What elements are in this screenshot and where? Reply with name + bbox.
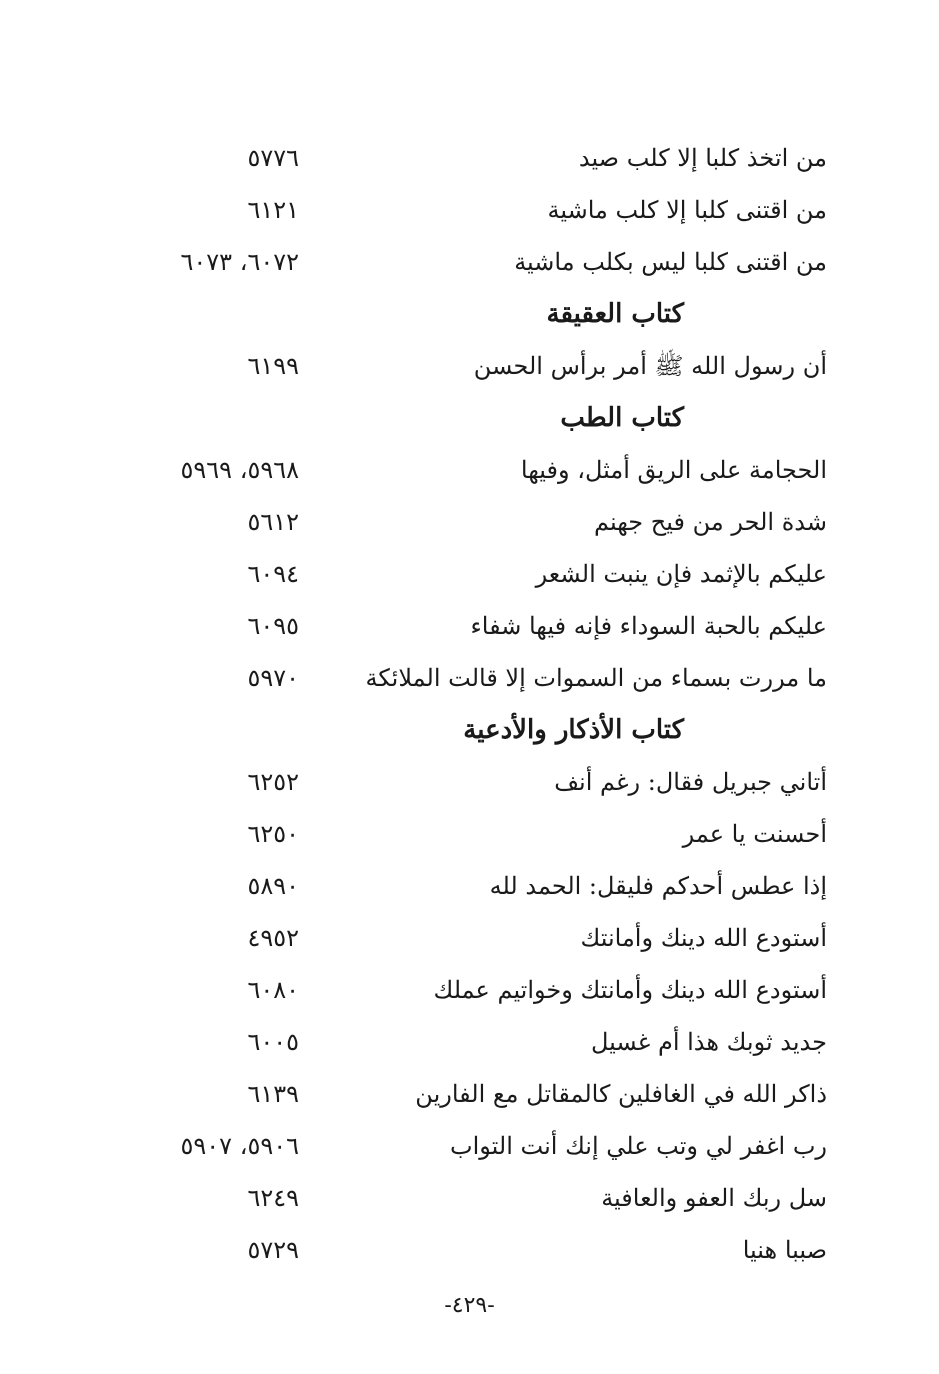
hadith-numbers: ٦٠٨٠ bbox=[247, 976, 299, 1004]
hadith-numbers: ٥٨٩٠ bbox=[247, 872, 299, 900]
hadith-text: عليكم بالإثمد فإن ينبت الشعر bbox=[535, 560, 827, 588]
list-item bbox=[0, 912, 939, 964]
hadith-numbers: ٦٢٥٠ bbox=[247, 820, 299, 848]
hadith-text: عليكم بالحبة السوداء فإنه فيها شفاء bbox=[470, 612, 827, 640]
hadith-text: من اقتنى كلبا ليس بكلب ماشية bbox=[514, 248, 827, 276]
section-title: كتاب الطب bbox=[560, 403, 684, 433]
hadith-text: ذاكر الله في الغافلين كالمقاتل مع الفارين bbox=[415, 1080, 827, 1108]
section-heading bbox=[0, 704, 939, 756]
hadith-numbers: ٤٩٥٢ bbox=[247, 924, 299, 952]
hadith-numbers: ٦٠٠٥ bbox=[247, 1028, 299, 1056]
hadith-text: أستودع الله دينك وأمانتك bbox=[580, 924, 827, 952]
list-item bbox=[0, 808, 939, 860]
list-item bbox=[0, 1172, 939, 1224]
hadith-numbers: ٥٩٧٠ bbox=[247, 664, 299, 692]
hadith-numbers: ٦١٣٩ bbox=[247, 1080, 299, 1108]
hadith-text: أتاني جبريل فقال: رغم أنف bbox=[554, 768, 827, 796]
hadith-numbers: ٦٠٩٤ bbox=[247, 560, 299, 588]
section-title: كتاب العقيقة bbox=[546, 299, 684, 329]
list-item bbox=[0, 652, 939, 704]
list-item bbox=[0, 1224, 939, 1276]
section-title: كتاب الأذكار والأدعية bbox=[463, 715, 684, 745]
hadith-text: شدة الحر من فيح جهنم bbox=[594, 508, 827, 536]
list-item bbox=[0, 548, 939, 600]
hadith-text: ما مررت بسماء من السموات إلا قالت الملائكة bbox=[365, 664, 827, 692]
section-heading bbox=[0, 288, 939, 340]
section-heading bbox=[0, 392, 939, 444]
hadith-text: أحسنت يا عمر bbox=[682, 820, 827, 848]
list-item bbox=[0, 600, 939, 652]
list-item bbox=[0, 756, 939, 808]
hadith-numbers: ٦١٢١ bbox=[247, 196, 299, 224]
hadith-text: رب اغفر لي وتب علي إنك أنت التواب bbox=[450, 1132, 827, 1160]
list-item bbox=[0, 132, 939, 184]
list-item bbox=[0, 964, 939, 1016]
list-item bbox=[0, 444, 939, 496]
hadith-text: من اتخذ كلبا إلا كلب صيد bbox=[578, 144, 827, 172]
hadith-text: إذا عطس أحدكم فليقل: الحمد لله bbox=[489, 872, 827, 900]
index-list bbox=[0, 132, 939, 1276]
page-number: -٤٢٩- bbox=[444, 1293, 495, 1318]
hadith-numbers: ٥٦١٢ bbox=[247, 508, 299, 536]
list-item bbox=[0, 496, 939, 548]
list-item bbox=[0, 340, 939, 392]
list-item bbox=[0, 1016, 939, 1068]
hadith-text: سل ربك العفو والعافية bbox=[601, 1184, 827, 1212]
hadith-text: من اقتنى كلبا إلا كلب ماشية bbox=[547, 196, 827, 224]
hadith-text: أن رسول الله ﷺ أمر برأس الحسن bbox=[473, 352, 827, 380]
list-item bbox=[0, 236, 939, 288]
hadith-numbers: ٥٧٢٩ bbox=[247, 1236, 299, 1264]
list-item bbox=[0, 860, 939, 912]
list-item bbox=[0, 1120, 939, 1172]
hadith-numbers: ٥٧٧٦ bbox=[247, 144, 299, 172]
hadith-numbers: ٦٠٩٥ bbox=[247, 612, 299, 640]
hadith-numbers: ٦٢٥٢ bbox=[247, 768, 299, 796]
list-item bbox=[0, 1068, 939, 1120]
hadith-numbers: ٥٩٠٦، ٥٩٠٧ bbox=[180, 1132, 299, 1160]
hadith-text: الحجامة على الريق أمثل، وفيها bbox=[520, 456, 827, 484]
hadith-numbers: ٦٠٧٢، ٦٠٧٣ bbox=[180, 248, 299, 276]
hadith-numbers: ٥٩٦٨، ٥٩٦٩ bbox=[180, 456, 299, 484]
list-item bbox=[0, 184, 939, 236]
hadith-text: أستودع الله دينك وأمانتك وخواتيم عملك bbox=[433, 976, 827, 1004]
hadith-text: جديد ثوبك هذا أم غسيل bbox=[590, 1028, 827, 1056]
hadith-numbers: ٦٢٤٩ bbox=[247, 1184, 299, 1212]
hadith-numbers: ٦١٩٩ bbox=[247, 352, 299, 380]
hadith-text: صببا هنيا bbox=[742, 1236, 827, 1264]
